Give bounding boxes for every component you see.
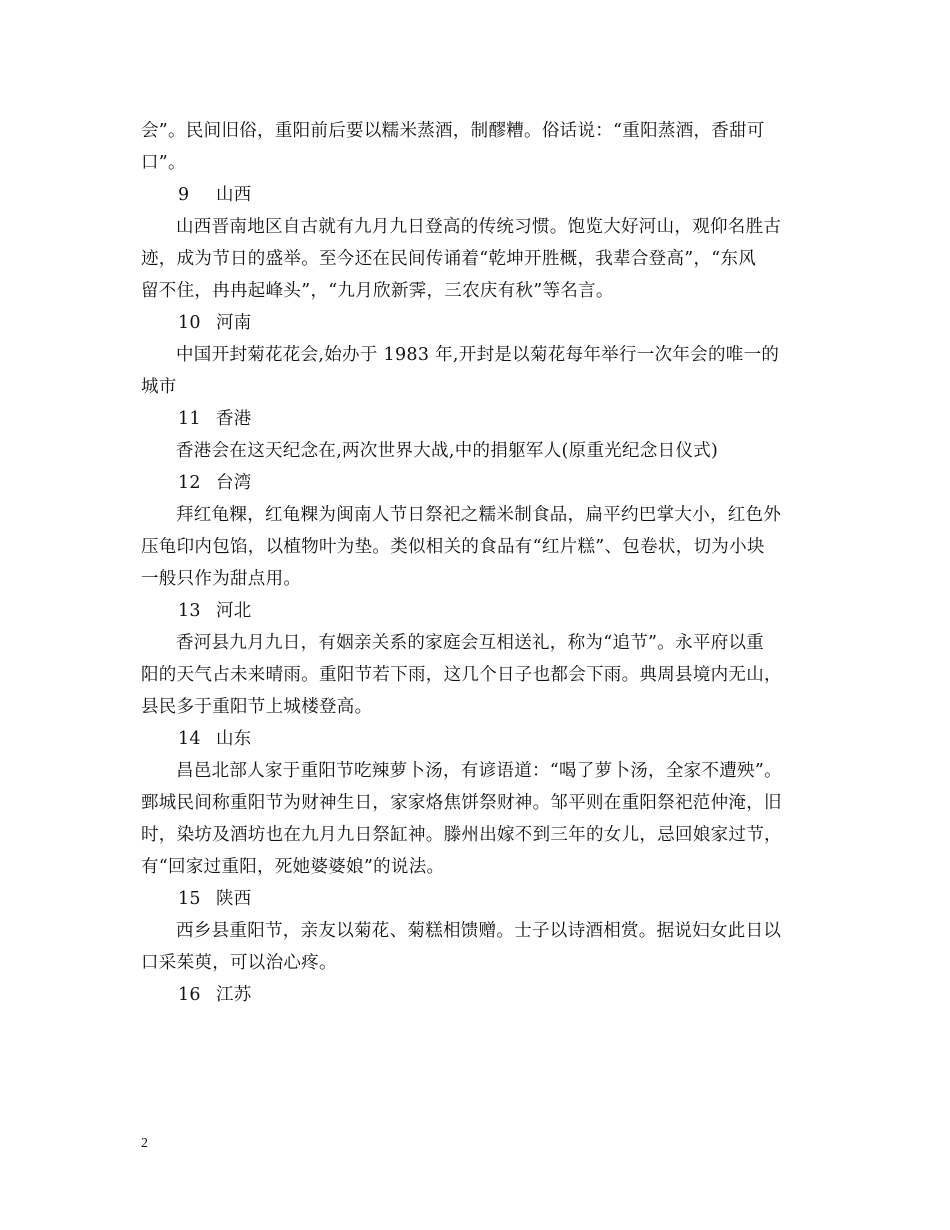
paragraph-line: 山西晋南地区自古就有九月九日登高的传统习惯。饱览大好河山，观仰名胜古 <box>176 217 782 237</box>
paragraph-line: 时，染坊及酒坊也在九月九日祭缸神。滕州出嫁不到三年的女儿，忌回娘家过节， <box>141 825 782 845</box>
paragraph-line: 口采茱萸，可以治心疼。 <box>141 953 337 973</box>
paragraph-line: 有“回家过重阳，死她婆婆娘”的说法。 <box>141 857 445 877</box>
paragraph-line: 鄄城民间称重阳节为财神生日，家家烙焦饼祭财神。邹平则在重阳祭祀范仲淹，旧 <box>141 793 782 813</box>
paragraph-line: 会”。民间旧俗，重阳前后要以糯米蒸酒，制醪糟。俗话说：“重阳蒸酒，香甜可 <box>141 121 765 141</box>
paragraph-line: 香河县九月九日，有姻亲关系的家庭会互相送礼，称为“追节”。永平府以重 <box>176 633 765 653</box>
section-heading-shandong <box>141 723 816 755</box>
section-title: 山东 <box>216 729 252 749</box>
section-number: 12 <box>178 473 201 493</box>
section-title: 河北 <box>216 601 252 621</box>
section-number: 10 <box>178 313 201 333</box>
section-title: 河南 <box>216 313 252 333</box>
section-number: 11 <box>178 409 201 429</box>
paragraph-line: 留不住，冉冉起峰头”，“九月欣新霁，三农庆有秋”等名言。 <box>141 281 614 301</box>
section-title: 香港 <box>216 409 252 429</box>
section-number: 15 <box>178 889 201 909</box>
paragraph-line: 口”。 <box>141 153 186 173</box>
section-number: 13 <box>178 601 201 621</box>
section-number: 16 <box>178 985 201 1005</box>
section-number: 9 <box>178 185 190 205</box>
paragraph-line: 县民多于重阳节上城楼登高。 <box>141 697 373 717</box>
paragraph-line: 压龟印内包馅，以植物叶为垫。类似相关的食品有“红片糕”、包卷状，切为小块 <box>141 537 765 557</box>
paragraph-line: 西乡县重阳节，亲友以菊花、菊糕相馈赠。士子以诗酒相赏。据说妇女此日以 <box>176 921 782 941</box>
section-title: 江苏 <box>216 985 252 1005</box>
paragraph-line: 香港会在这天纪念在,两次世界大战,中的捐躯军人(原重光纪念日仪式) <box>176 441 719 461</box>
page-number: 2 <box>141 1136 148 1151</box>
section-heading-taiwan <box>141 467 816 499</box>
section-title: 陕西 <box>216 889 252 909</box>
paragraph-line: 一般只作为甜点用。 <box>141 569 302 589</box>
paragraph-line: 城市 <box>141 377 177 397</box>
section-title: 台湾 <box>216 473 252 493</box>
paragraph-line: 迹，成为节日的盛举。至今还在民间传诵着“乾坤开胜概，我辈合登高”，“东风 <box>141 249 757 269</box>
paragraph-line: 阳的天气占未来晴雨。重阳节若下雨，这几个日子也都会下雨。典周县境内无山， <box>141 665 782 685</box>
paragraph-line: 拜红龟粿，红龟粿为闽南人节日祭祀之糯米制食品，扁平约巴掌大小，红色外 <box>176 505 782 525</box>
section-heading-shaanxi <box>141 883 816 915</box>
section-number: 14 <box>178 729 201 749</box>
section-title: 山西 <box>216 185 252 205</box>
section-heading-shanxi <box>141 179 816 211</box>
document-body <box>141 115 816 1011</box>
section-heading-hongkong <box>141 403 816 435</box>
paragraph-line: 中国开封菊花花会,始办于 1983 年,开封是以菊花每年举行一次年会的唯一的 <box>176 345 780 365</box>
section-heading-henan <box>141 307 816 339</box>
section-heading-jiangsu <box>141 979 816 1011</box>
section-heading-hebei <box>141 595 816 627</box>
paragraph-line: 昌邑北部人家于重阳节吃辣萝卜汤，有谚语道：“喝了萝卜汤，全家不遭殃”。 <box>176 761 782 781</box>
